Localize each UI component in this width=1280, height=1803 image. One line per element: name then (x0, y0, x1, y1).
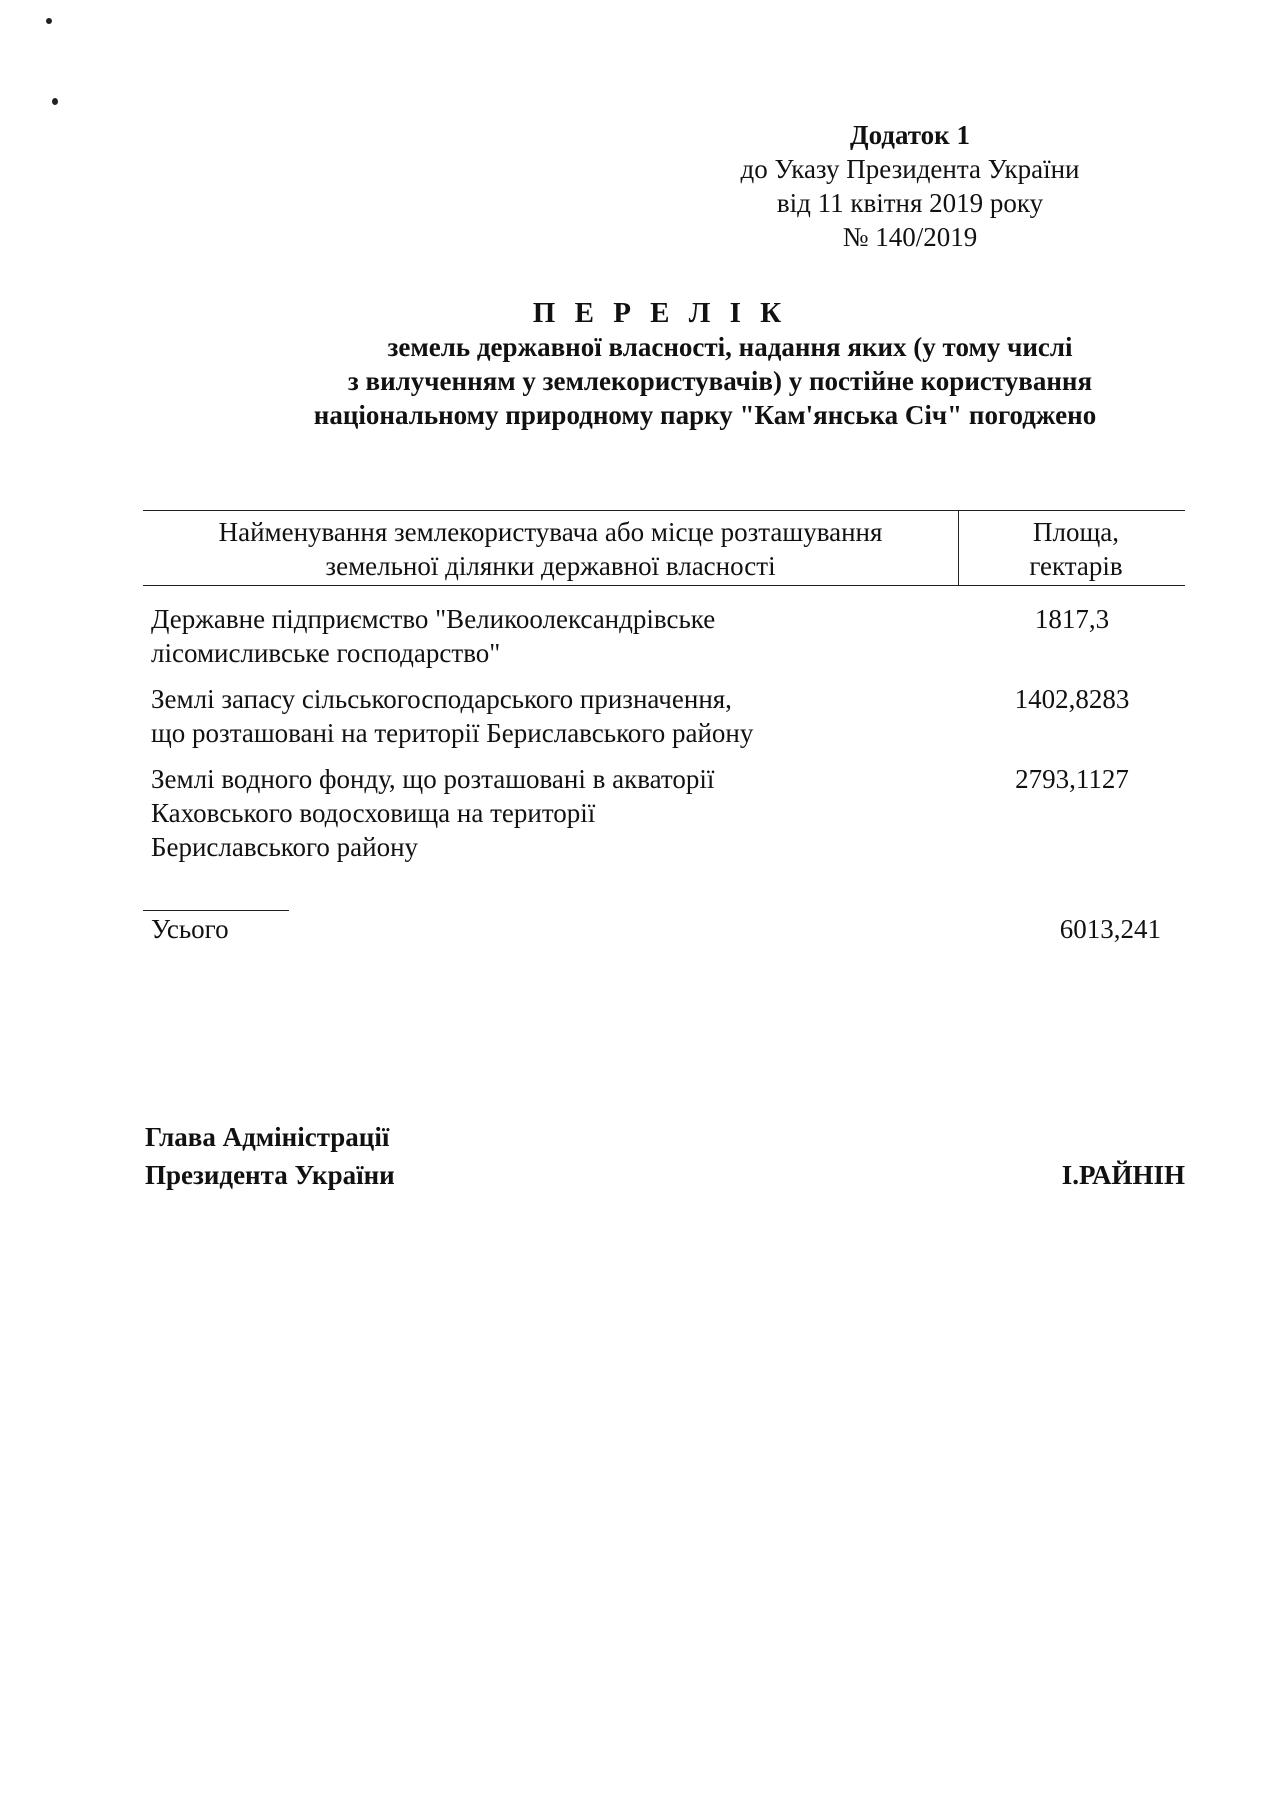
row-name-line: Бериславського району (151, 832, 419, 862)
table-row (143, 602, 1185, 670)
total-label: Усього (151, 914, 229, 944)
row-name (143, 762, 959, 864)
column-header-area (959, 511, 1185, 585)
column-header-name-line-1: Найменування землекористувача або місце розташування (218, 517, 883, 547)
scan-speck (52, 98, 58, 105)
title-heading: П Е Р Е Л І К (532, 297, 788, 329)
annex-number: № 140/2019 (842, 222, 978, 252)
row-area: 2793,1127 (1015, 764, 1129, 794)
signature-position-line-1: Глава Адміністрації (145, 1122, 390, 1152)
table-row (143, 762, 1185, 864)
document-title (140, 296, 1180, 432)
scan-speck (46, 18, 52, 24)
row-name-line: що розташовані на території Бериславського району (151, 718, 754, 748)
column-header-name (143, 511, 959, 585)
row-name-line: лісомисливське господарство" (151, 638, 501, 668)
total-value: 6013,241 (1059, 914, 1161, 944)
column-header-area-line-2: гектарів (1029, 551, 1123, 581)
row-area: 1817,3 (1034, 604, 1110, 634)
row-name-line: Державне підприємство "Великоолександрівське (151, 604, 716, 634)
title-line-3: національному природному парку "Кам'янська Січ" погоджено (313, 400, 1097, 430)
title-line-2: з вилученням у землекористувачів) у постійне користування (347, 366, 1093, 396)
annex-label: Додаток 1 (850, 120, 970, 150)
signatory-name: І.РАЙНІН (1061, 1160, 1185, 1190)
row-name-line: Землі водного фонду, що розташовані в акваторії (151, 764, 715, 794)
signature-block (145, 1118, 1185, 1194)
land-table (143, 510, 1185, 864)
signature-position-line-2: Президента України (145, 1160, 395, 1190)
column-header-name-line-2: земельної ділянки державної власності (325, 551, 776, 581)
row-name (143, 602, 959, 670)
row-area: 1402,8283 (1014, 684, 1130, 714)
annex-block (700, 118, 1120, 254)
annex-decree: до Указу Президента України (740, 154, 1080, 184)
row-name (143, 682, 959, 750)
table-header (143, 510, 1185, 586)
title-line-1: земель державної власності, надання яких (у тому числі (387, 332, 1073, 362)
signature-row (145, 1156, 1185, 1194)
total-row (151, 912, 1161, 946)
row-name-line: Землі запасу сільськогосподарського призначення, (151, 684, 732, 714)
table-row (143, 682, 1185, 750)
row-name-line: Каховського водосховища на території (151, 798, 596, 828)
annex-date: від 11 квітня 2019 року (776, 188, 1044, 218)
column-header-area-line-1: Площа, (1033, 517, 1119, 547)
total-divider (143, 910, 289, 911)
